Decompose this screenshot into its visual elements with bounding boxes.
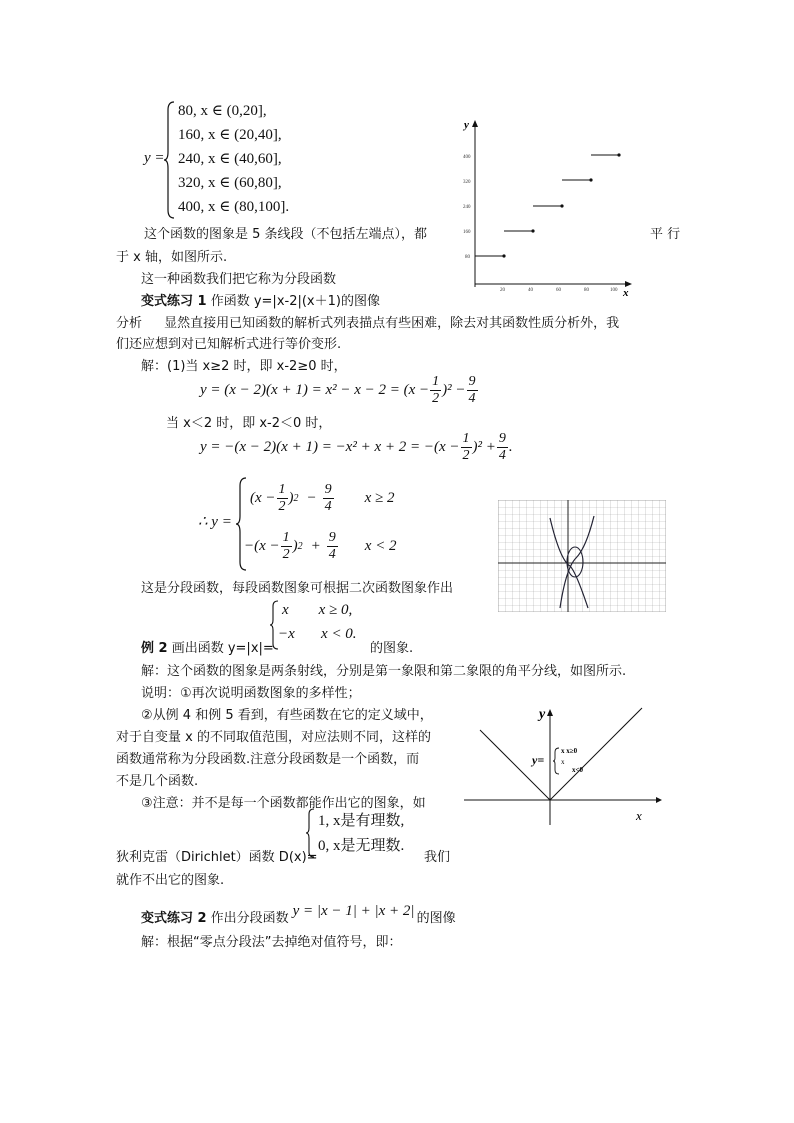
abs-case-top: x x ≥ 0, <box>282 602 353 618</box>
case1-row: 400, x ∈ (80,100]. <box>178 199 290 215</box>
dirichlet-label: 狄利克雷（Dirichlet）函数 D(x)= <box>116 850 318 865</box>
x-tick-label: 40 <box>528 288 533 293</box>
y-tick-label: 160 <box>463 230 471 235</box>
case1-row: 160, x ∈ (20,40], <box>178 127 282 143</box>
ex1-note: 这是分段函数，每段函数图象可根据二次函数图象作出 <box>141 581 454 596</box>
eq1-left: y = (x − 2)(x + 1) = x² − x − 2 = (x − <box>200 382 430 398</box>
p1-line3: 这一种函数我们把它称为分段函数 <box>141 272 337 287</box>
fraction: $\frac{9}{4}$ <box>468 374 476 406</box>
abs-chart <box>462 700 662 826</box>
fraction: $\frac{9}{4}$ <box>498 431 506 463</box>
ex1-analysis <box>116 312 619 331</box>
therefore-y: ∴ y = <box>198 514 232 530</box>
analysis-text: 显然直接用已知函数的解析式列表描点有些困难，除去对其函数性质分析外，我 <box>164 316 620 331</box>
step-endpoint <box>502 254 505 257</box>
ex3-formula: y = |x − 1| + |x + 2| <box>292 903 415 919</box>
case1-brace <box>164 100 176 220</box>
ex3-solution: 解：根据“零点分段法”去掉绝对值符号，即： <box>141 935 402 950</box>
x-tick-label: 20 <box>500 288 505 293</box>
ex2-heading <box>141 637 274 656</box>
ex2-solution: 解：这个函数的图象是两条射线，分别是第一象限和第二象限的角平分线，如图所示. <box>141 664 627 679</box>
fraction: $\frac{9}{4}$ <box>324 482 332 514</box>
eq1-mid: )² − <box>442 382 466 398</box>
x-tick-label: 100 <box>610 288 618 293</box>
y-tick-label: 400 <box>463 155 471 160</box>
dirichlet-tail: 我们 <box>424 850 451 865</box>
fraction: $\frac{1}{2}$ <box>282 530 290 562</box>
sol1: 解：(1)当 x≥2 时，即 x-2≥0 时， <box>141 359 347 374</box>
step-endpoint <box>589 178 592 181</box>
analysis-text-2: 们还应想到对已知解析式进行等价变形. <box>116 337 342 352</box>
step-chart <box>455 112 640 297</box>
fraction: $\frac{1}{2}$ <box>278 482 286 514</box>
y-tick-label: 240 <box>463 205 471 210</box>
ex2-title: 例 2 <box>141 641 168 656</box>
x-axis-label: x <box>636 808 642 823</box>
inset-case-top: x x≥0 <box>561 747 578 755</box>
fraction: $\frac{1}{2}$ <box>432 374 440 406</box>
ex3-heading <box>141 903 456 926</box>
x-axis-label: x <box>623 287 629 297</box>
fraction: $\frac{1}{2}$ <box>462 431 470 463</box>
case2-bottom: −(x − $\frac{1}{2}$ ) 2 + $\frac{9}{4}$ x < 2 <box>244 530 397 562</box>
equation-2: y = −(x − 2)(x + 1) = −x² + x + 2 = −(x − $\frac{1}{2}$ )² + $\frac{9}{4}$ . <box>200 431 513 463</box>
x-tick-label: 60 <box>556 288 561 293</box>
analysis-label: 分析 <box>116 316 143 331</box>
case1-row: 80, x ∈ (0,20], <box>178 103 267 119</box>
case1-row: 320, x ∈ (60,80], <box>178 175 282 191</box>
y-axis-label: y <box>464 119 469 131</box>
step-endpoint <box>617 153 620 156</box>
ex1-title: 变式练习 1 <box>141 294 207 309</box>
ex1-title-rest: 作函数 y=|x-2|(x＋1)的图像 <box>210 294 380 309</box>
p3-line: 就作不出它的图象. <box>116 873 225 888</box>
p2-line: 对于自变量 x 的不同取值范围，对应法则不同，这样的 <box>116 730 431 745</box>
p1-line1-right: 平 行 <box>650 227 681 242</box>
p3-line: ③注意：并不是每一个函数都能作出它的图象，如 <box>141 796 426 811</box>
step-endpoint <box>531 229 534 232</box>
fraction: $\frac{9}{4}$ <box>328 530 336 562</box>
p1-line1: 这个函数的图象是 5 条线段（不包括左端点），都 <box>144 227 428 242</box>
ex3-title-rest: 作出分段函数 <box>210 911 289 926</box>
inset-y: y= <box>532 753 545 767</box>
p1-line2: 于 x 轴，如图所示. <box>116 250 228 265</box>
case1-row: 240, x ∈ (40,60], <box>178 151 282 167</box>
y-axis-label: y <box>539 707 546 722</box>
dirichlet-case-top: 1, x是有理数, <box>318 813 405 829</box>
dirichlet-case-bottom: 0, x是无理数. <box>318 838 405 854</box>
ex3-title: 变式练习 2 <box>141 911 207 926</box>
eq2-mid: )² + <box>472 439 496 455</box>
abs-case-bottom: −x x < 0. <box>278 626 357 642</box>
case1-y-eq: y = <box>144 150 165 166</box>
x-tick-label: 80 <box>584 288 589 293</box>
p2-line: 函数通常称为分段函数.注意分段函数是一个函数，而 <box>116 752 420 767</box>
p2-line: 不是几个函数. <box>116 774 199 789</box>
ex2-note: 说明：①再次说明函数图象的多样性； <box>141 686 361 701</box>
grid-graph <box>498 500 666 612</box>
p2-line: ②从例 4 和例 5 看到，有些函数在它的定义域中， <box>141 708 433 723</box>
ex2-title-rest: 画出函数 y=|x|= <box>171 641 274 656</box>
y-tick-label: 320 <box>463 180 471 185</box>
eq2-left: y = −(x − 2)(x + 1) = −x² + x + 2 = −(x − <box>200 439 460 455</box>
sol2: 当 x＜2 时，即 x-2＜0 时， <box>166 416 332 431</box>
inset-case-mid: x <box>561 758 565 766</box>
ex1-heading <box>141 290 380 309</box>
step-endpoint <box>560 204 563 207</box>
equation-1 <box>200 374 479 407</box>
y-tick-label: 80 <box>465 255 470 260</box>
ex2-tail: 的图象. <box>370 641 414 656</box>
inset-case-bottom: x<0 <box>572 766 583 774</box>
case2-top: (x − $\frac{1}{2}$ ) 2 − $\frac{9}{4}$ x ≥ 2 <box>250 482 395 514</box>
ex3-tail: 的图像 <box>416 911 456 926</box>
